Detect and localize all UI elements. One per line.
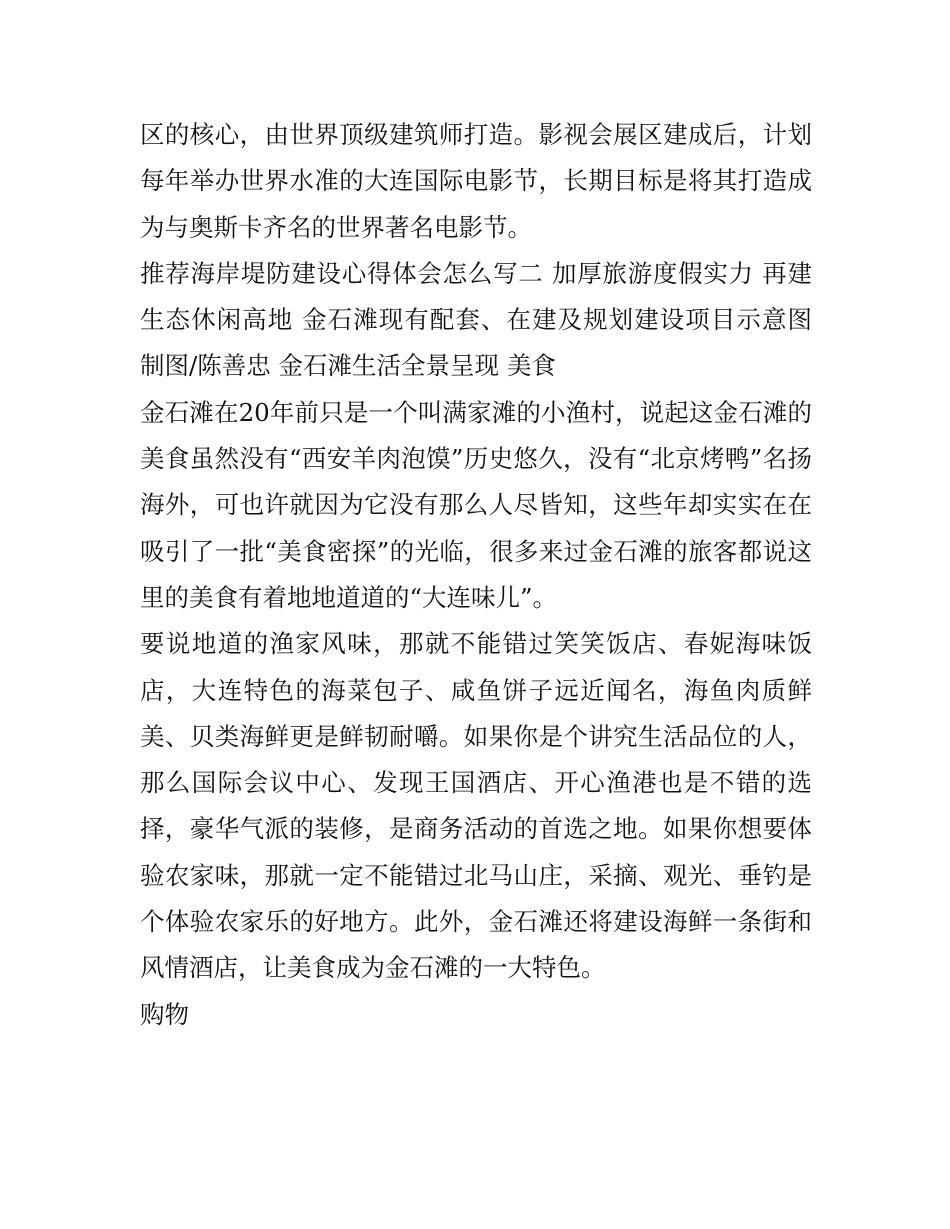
paragraph-1: 区的核心，由世界顶级建筑师打造。影视会展区建成后，计划每年举办世界水准的大连国际电影节，长期目标是将其打造成为与奥斯卡齐名的世界著名电影节。 bbox=[140, 120, 812, 242]
paragraph-3: 金石滩在20年前只是一个叫满家滩的小渔村，说起这金石滩的美食虽然没有“西安羊肉泡馍”历史悠久，没有“北京烤鸭”名扬海外，可也许就因为它没有那么人尽皆知，这些年却实实在在吸引了一批“美食密探”的光临，很多来过金石滩的旅客都说这里的美食有着地地道道的“大连味儿”。 bbox=[140, 397, 812, 612]
paragraph-5-heading: 购物 bbox=[140, 999, 189, 1029]
document-page bbox=[140, 112, 812, 1038]
paragraph-2: 推荐海岸堤防建设心得体会怎么写二 加厚旅游度假实力 再建生态休闲高地 金石滩现有配套、在建及规划建设项目示意图 制图/陈善忠 金石滩生活全景呈现 美食 bbox=[140, 258, 812, 381]
paragraph-4: 要说地道的渔家风味，那就不能错过笑笑饭店、春妮海味饭店，大连特色的海菜包子、咸鱼饼子远近闻名，海鱼肉质鲜美、贝类海鲜更是鲜韧耐嚼。如果你是个讲究生活品位的人，那么国际会议中心、发现王国酒店、开心渔港也是不错的选择，豪华气派的装修，是商务活动的首选之地。如果你想要体验农家味，那就一定不能错过北马山庄，采摘、观光、垂钓是个体验农家乐的好地方。此外，金石滩还将建设海鲜一条街和风情酒店，让美食成为金石滩的一大特色。 bbox=[140, 629, 812, 983]
